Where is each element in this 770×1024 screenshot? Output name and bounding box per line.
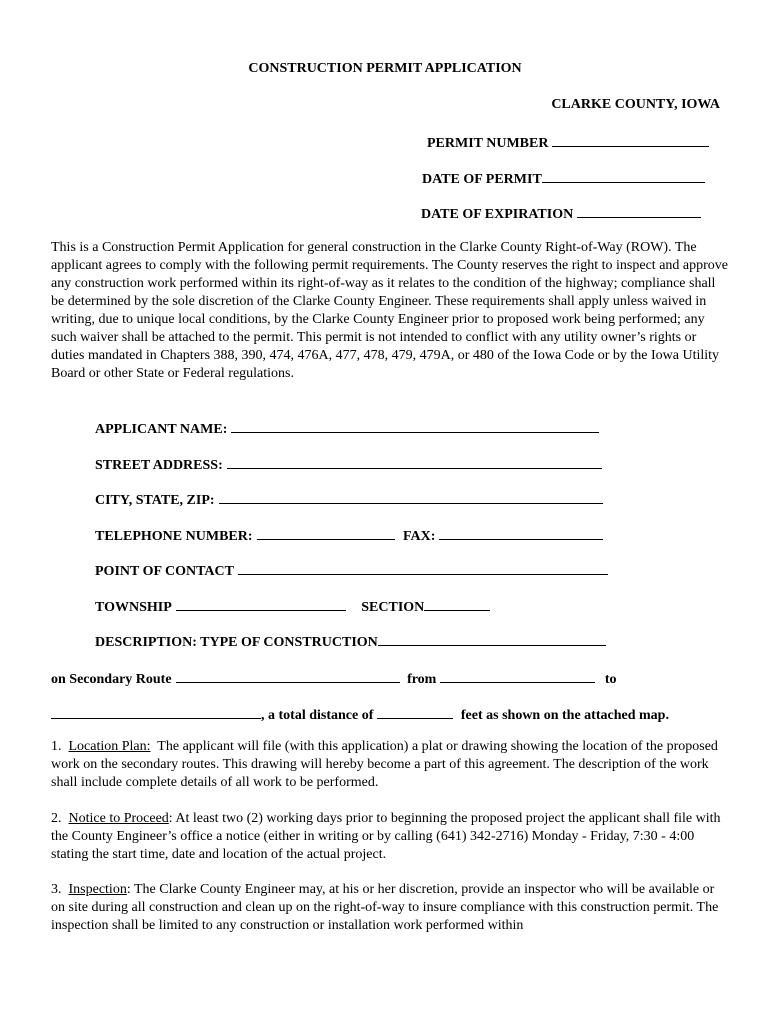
street-address-field[interactable]: [227, 455, 602, 469]
secondary-route-row: [51, 669, 617, 688]
intro-paragraph: This is a Construction Permit Application for general construction in the Clarke County Right-of-Way (ROW). The applicant agrees to comply with the following permit requirements. The County reserves the right to inspect and approve any construction work performed within its right-of-way as it relates to the condition of the highway; compliance shall be determined by the sole discretion of the Clarke County Engineer. These requirements shall apply unless waived in writing, due to unique local conditions, by the Clarke County Engineer prior to proposed work being performed; any such waiver shall be attached to the permit. This permit is not intended to conflict with any utility owner’s rights or duties mandated in Chapters 388, 390, 474, 476A, 477, 478, 479, 479A, or 480 of the Iowa Code or by the Iowa Utility Board or other State or Federal regulations.: [51, 240, 729, 381]
street-address-label: STREET ADDRESS:: [95, 458, 223, 473]
city-state-zip-label: CITY, STATE, ZIP:: [95, 493, 215, 508]
section-field[interactable]: [424, 597, 490, 611]
section-text: : The Clarke County Engineer may, at his or her discretion, provide an inspector who will be available or on site during all construction and clean up on the right-of-way to insure compliance with this construction permit. The inspection shall be limited to any construction or installation work performed within: [51, 882, 719, 933]
telephone-row: [95, 526, 603, 545]
from-label: from: [407, 672, 437, 687]
to-location-field[interactable]: [51, 705, 261, 719]
distance-row: [51, 705, 669, 724]
point-of-contact-field[interactable]: [238, 561, 608, 575]
section-text: The applicant will file (with this application) a plat or drawing showing the location of the proposed work on the secondary routes. This drawing will hereby become a part of this agreement. The description of the work shall include complete details of all work to be performed.: [51, 739, 718, 790]
date-of-permit-label: DATE OF PERMIT: [422, 172, 542, 187]
feet-as-shown-label: feet as shown on the attached map.: [460, 708, 669, 723]
fax-field[interactable]: [439, 526, 603, 540]
section-inspection: [51, 881, 731, 935]
county-name: CLARKE COUNTY, IOWA: [551, 97, 720, 112]
date-of-expiration-row: [421, 204, 701, 223]
telephone-field[interactable]: [257, 526, 395, 540]
description-label: DESCRIPTION: TYPE OF CONSTRUCTION: [95, 635, 378, 650]
section-label: SECTION: [361, 600, 425, 615]
secondary-route-field[interactable]: [176, 669, 400, 683]
section-heading: Inspection: [68, 882, 127, 897]
date-of-expiration-label: DATE OF EXPIRATION: [421, 207, 574, 222]
point-of-contact-label: POINT OF CONTACT: [95, 564, 234, 579]
description-row: [95, 632, 606, 651]
section-text: : At least two (2) working days prior to beginning the proposed project the applicant shall file with the County Engineer’s office a notice (either in writing or by calling (641) 342-2716) Monday - Friday, 7:30 - 4:00 stating the start time, date and location of the actual project.: [51, 811, 721, 862]
permit-number-row: [427, 133, 709, 152]
section-heading: Notice to Proceed: [68, 811, 169, 826]
document-title: CONSTRUCTION PERMIT APPLICATION: [248, 61, 522, 76]
applicant-name-label: APPLICANT NAME:: [95, 422, 228, 437]
applicant-name-field[interactable]: [231, 419, 599, 433]
section-number: 2.: [51, 811, 62, 826]
date-of-permit-field[interactable]: [542, 169, 705, 183]
township-row: [95, 597, 490, 616]
applicant-name-row: [95, 419, 599, 438]
distance-field[interactable]: [377, 705, 453, 719]
date-of-expiration-field[interactable]: [577, 204, 701, 218]
township-label: TOWNSHIP: [95, 600, 172, 615]
section-location-plan: [51, 738, 731, 792]
township-field[interactable]: [176, 597, 346, 611]
secondary-route-label: on Secondary Route: [51, 672, 172, 687]
date-of-permit-row: [422, 169, 705, 188]
street-address-row: [95, 455, 602, 474]
section-heading: Location Plan:: [68, 739, 151, 754]
to-label: to: [604, 672, 617, 687]
permit-number-field[interactable]: [552, 133, 709, 147]
from-field[interactable]: [440, 669, 595, 683]
permit-number-label: PERMIT NUMBER: [427, 136, 549, 151]
fax-label: FAX:: [403, 529, 436, 544]
point-of-contact-row: [95, 561, 608, 580]
city-state-zip-field[interactable]: [219, 490, 603, 504]
section-number: 1.: [51, 739, 62, 754]
section-number: 3.: [51, 882, 62, 897]
total-distance-label: , a total distance of: [261, 708, 374, 723]
city-state-zip-row: [95, 490, 603, 509]
telephone-label: TELEPHONE NUMBER:: [95, 529, 253, 544]
description-field[interactable]: [378, 632, 606, 646]
section-notice-to-proceed: [51, 810, 731, 864]
